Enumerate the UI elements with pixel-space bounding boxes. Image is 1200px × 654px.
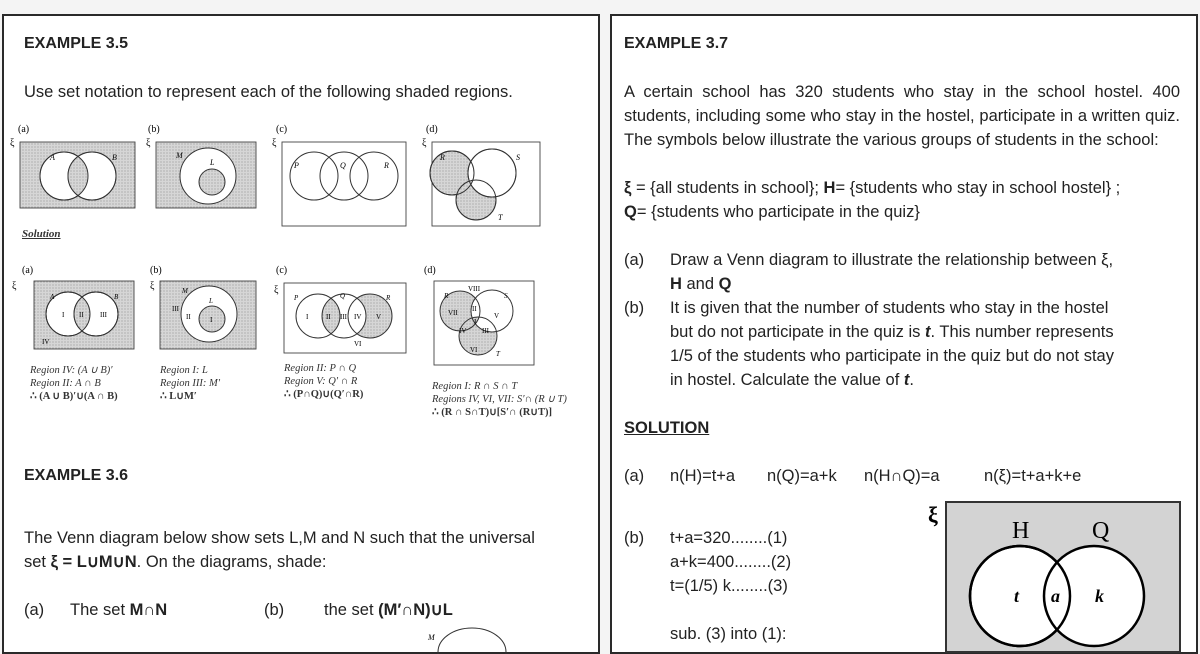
example-3-6-line1: The Venn diagram below show sets L,M and N such that the universal <box>24 529 535 547</box>
question-a-line2: H and Q <box>670 275 732 293</box>
svg-text:VI: VI <box>354 340 362 348</box>
equation-2: a+k=400........(2) <box>670 553 792 571</box>
svg-text:IV: IV <box>354 313 362 321</box>
example-panel-right <box>610 14 1198 654</box>
svg-text:IV: IV <box>459 327 467 335</box>
solution-nHQ: n(H∩Q)=a <box>864 467 940 485</box>
venn-b-circle-L <box>199 169 225 195</box>
question-b-line1: It is given that the number of students who stay in the hostel <box>670 299 1109 317</box>
venn-c-universal <box>282 142 406 226</box>
svg-text:(d): (d) <box>424 265 436 276</box>
question-a-line1: Draw a Venn diagram to illustrate the relationship between ξ, <box>670 251 1114 269</box>
svg-text:M: M <box>182 287 188 295</box>
svg-text:II: II <box>472 305 477 313</box>
answer-a: Region IV: (A ∪ B)′ Region II: A ∩ B ∴ (A ∪ B)′∪(A ∩ B) <box>30 365 118 402</box>
svg-text:I: I <box>62 311 65 319</box>
svg-text:V: V <box>376 313 382 321</box>
universal-set-symbol: ξ <box>928 502 938 527</box>
question-b-line3: 1/5 of the students who participate in the quiz but do not stay <box>670 347 1114 365</box>
example-3-7-paragraph: A certain school has 320 students who stay in the school hostel. 400 students, including some who stay in the hostel, participate in a written quiz. The symbols below illustrate the various groups of students in the school: <box>624 83 1180 149</box>
svg-text:Q: Q <box>340 161 346 170</box>
svg-text:I: I <box>210 316 213 324</box>
svg-text:R: R <box>444 292 449 300</box>
svg-text:P: P <box>294 161 299 170</box>
svg-text:M: M <box>176 151 183 160</box>
svg-text:ξ: ξ <box>422 138 427 149</box>
svg-text:III: III <box>482 327 489 335</box>
svg-text:ξ: ξ <box>150 281 155 292</box>
svg-text:R: R <box>384 161 389 170</box>
svg-text:IV: IV <box>42 338 50 346</box>
solution-nH: n(H)=t+a <box>670 467 736 485</box>
svg-text:A: A <box>50 293 55 301</box>
example-3-5-instruction: Use set notation to represent each of the following shaded regions. <box>24 83 513 101</box>
question-b-line4: in hostel. Calculate the value of t. <box>670 371 914 389</box>
svg-text:VIII: VIII <box>468 285 481 293</box>
diagram-b-label: (b) <box>148 124 160 135</box>
label-t: t <box>1014 586 1020 606</box>
svg-text:S: S <box>516 153 520 162</box>
example-3-5-title: EXAMPLE 3.5 <box>24 35 129 52</box>
solution-label: Solution <box>22 228 61 240</box>
svg-text:VI: VI <box>470 346 478 354</box>
solution-a-label: (a) <box>624 467 645 485</box>
answer-b: Region I: L Region III: M′ ∴ L∪M′ <box>160 365 221 402</box>
diagram-c-label: (c) <box>276 124 288 135</box>
svg-text:B: B <box>112 153 117 162</box>
svg-text:R: R <box>440 153 445 162</box>
equation-1: t+a=320........(1) <box>670 529 788 547</box>
svg-text:T: T <box>498 213 503 222</box>
svg-text:(a): (a) <box>22 265 34 276</box>
svg-text:ξ: ξ <box>12 281 17 292</box>
svg-text:R: R <box>386 294 391 302</box>
svg-text:V: V <box>494 312 500 320</box>
svg-text:P: P <box>294 294 299 302</box>
svg-text:T: T <box>496 350 500 358</box>
svg-text:ξ: ξ <box>146 138 151 149</box>
universal-set-symbol: ξ <box>10 138 15 149</box>
svg-text:ξ: ξ <box>272 138 277 149</box>
example-3-6-venn-partial <box>424 622 514 644</box>
svg-text:III: III <box>100 311 107 319</box>
example-3-5-problem-diagrams <box>4 116 602 358</box>
example-3-6-part-b-label: (b) <box>264 601 285 619</box>
svg-text:II: II <box>186 313 191 321</box>
question-b-line2: but do not participate in the quiz is t. This number represents <box>670 323 1114 341</box>
definition-xi: ξ = {all students in school}; H= {students who stay in school hostel} ; <box>624 179 1121 197</box>
svg-text:I: I <box>474 318 477 326</box>
svg-text:A: A <box>50 153 55 162</box>
diagram-d-label: (d) <box>426 124 438 135</box>
diagram-a-label: (a) <box>18 124 30 135</box>
substitution-step: sub. (3) into (1): <box>670 625 787 643</box>
svg-text:L: L <box>209 297 213 305</box>
solution-heading: SOLUTION <box>624 419 710 437</box>
svg-text:B: B <box>114 293 119 301</box>
answer-d: Region I: R ∩ S ∩ T Regions IV, VI, VII: S′∩ (R ∪ T) ∴ (R ∩ S∩T)∪[S′∩ (R∪T)] <box>432 381 567 418</box>
answer-c: Region II: P ∩ Q Region V: Q′ ∩ R ∴ (P∩Q)∪(Q′∩R) <box>284 363 364 400</box>
svg-text:I: I <box>306 313 309 321</box>
svg-text:S: S <box>504 292 508 300</box>
example-3-6-line2: set ξ = L∪M∪N. On the diagrams, shade: <box>24 553 327 571</box>
question-a-label: (a) <box>624 251 645 269</box>
example-panel-left <box>2 14 600 654</box>
label-Q: Q <box>1092 518 1110 544</box>
svg-text:Q: Q <box>340 292 346 300</box>
solution-nXi: n(ξ)=t+a+k+e <box>984 467 1082 485</box>
svg-text:II: II <box>326 313 331 321</box>
equation-3: t=(1/5) k........(3) <box>670 577 788 595</box>
example-3-6-part-a-label: (a) <box>24 601 45 619</box>
solution-b-label: (b) <box>624 529 645 547</box>
solution-nQ: n(Q)=a+k <box>767 467 837 485</box>
svg-text:III: III <box>340 313 347 321</box>
label-H: H <box>1012 518 1030 544</box>
solution-venn-diagram <box>922 498 1192 648</box>
svg-text:L: L <box>210 158 215 167</box>
svg-text:(c): (c) <box>276 265 288 276</box>
example-3-6-part-b: the set (M′∩N)∪L <box>324 601 453 619</box>
svg-text:VII: VII <box>448 309 458 317</box>
svg-text:II: II <box>79 311 84 319</box>
question-b-label: (b) <box>624 299 645 317</box>
example-3-6-title: EXAMPLE 3.6 <box>24 467 129 484</box>
svg-text:ξ: ξ <box>274 285 279 296</box>
svg-text:(b): (b) <box>150 265 162 276</box>
svg-text:III: III <box>172 305 179 313</box>
label-a: a <box>1051 586 1060 606</box>
example-3-6-part-a: The set M∩N <box>70 601 168 619</box>
label-k: k <box>1095 586 1104 606</box>
example-3-7-title: EXAMPLE 3.7 <box>624 35 729 52</box>
definition-q: Q= {students who participate in the quiz} <box>624 203 920 221</box>
svg-text:M: M <box>428 633 435 642</box>
